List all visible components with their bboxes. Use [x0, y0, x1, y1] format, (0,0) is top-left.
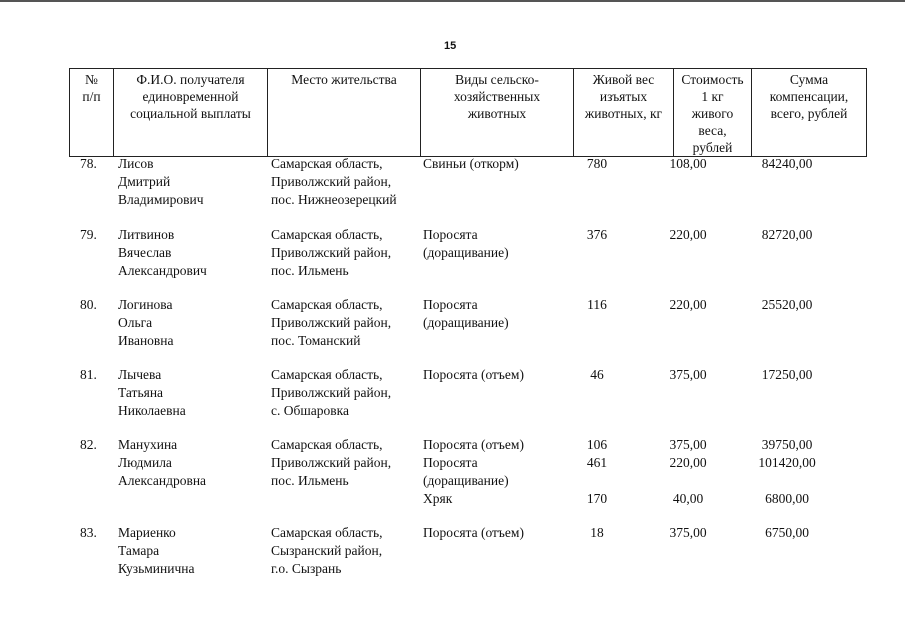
- animal-type-line: Поросята: [423, 227, 478, 242]
- recipient-name-line: Мариенко: [118, 525, 176, 540]
- address-line: Самарская область,: [271, 367, 383, 382]
- recipient-name-line: Лычева: [118, 367, 162, 382]
- recipient-name-line: Ольга: [118, 315, 153, 330]
- header-col-address: [268, 69, 421, 157]
- header-line: п/п: [82, 89, 101, 104]
- header-line: Ф.И.О. получателя: [136, 72, 245, 87]
- address-line: Самарская область,: [271, 525, 383, 540]
- live-weight-value: 106: [586, 437, 608, 452]
- address-line: Самарская область,: [271, 227, 383, 242]
- address-line: пос. Томанский: [271, 333, 361, 348]
- address-line: Сызранский район,: [271, 543, 383, 558]
- header-line: Виды сельско-: [455, 72, 539, 87]
- animal-type-line: Свиньи (откорм): [423, 156, 519, 171]
- price-per-kg-value: 40,00: [672, 491, 704, 506]
- animal-type-line: (доращивание): [423, 315, 509, 330]
- recipient-name-line: Тамара: [118, 543, 160, 558]
- header-col-num: [70, 69, 114, 157]
- row-number: 81.: [80, 367, 97, 382]
- address-line: г.о. Сызрань: [271, 561, 342, 576]
- compensation-sum-value: 25520,00: [761, 297, 813, 312]
- header-line: хозяйственных: [453, 89, 541, 104]
- recipient-name-line: Николаевна: [118, 403, 186, 418]
- compensation-sum-value: 101420,00: [758, 455, 816, 470]
- header-col-name: [114, 69, 268, 157]
- address-line: Приволжский район,: [271, 245, 392, 260]
- live-weight-value: 116: [587, 297, 607, 312]
- recipient-name-line: Кузьминична: [118, 561, 195, 576]
- table-header: [69, 68, 867, 157]
- address-line: Самарская область,: [271, 156, 383, 171]
- header-col-weight: [574, 69, 674, 157]
- live-weight-value: 461: [586, 455, 608, 470]
- compensation-sum-value: 84240,00: [761, 156, 813, 171]
- address-line: Приволжский район,: [271, 174, 392, 189]
- header-line: Сумма: [789, 72, 829, 87]
- recipient-name-line: Лисов: [118, 156, 154, 171]
- recipient-name-line: Логинова: [118, 297, 173, 312]
- header-line: всего, рублей: [770, 106, 848, 121]
- recipient-name-line: Манухина: [118, 437, 178, 452]
- live-weight-value: 18: [590, 525, 604, 540]
- price-per-kg-value: 220,00: [669, 455, 707, 470]
- live-weight-value: 780: [586, 156, 608, 171]
- compensation-sum-value: 17250,00: [761, 367, 813, 382]
- price-per-kg-value: 220,00: [669, 297, 707, 312]
- header-line: единовременной: [142, 89, 239, 104]
- header-line: 1 кг: [701, 89, 724, 104]
- address-line: Приволжский район,: [271, 315, 392, 330]
- recipient-name-line: Людмила: [118, 455, 172, 470]
- header-line: Стоимость: [681, 72, 744, 87]
- header-col-price: [674, 69, 752, 157]
- header-line: изъятых: [599, 89, 648, 104]
- address-line: пос. Ильмень: [271, 263, 349, 278]
- header-line: Место жительства: [291, 72, 397, 87]
- animal-type-line: (доращивание): [423, 473, 509, 488]
- animal-type-line: Поросята (отъем): [423, 525, 524, 540]
- row-number: 80.: [80, 297, 97, 312]
- row-number: 82.: [80, 437, 97, 452]
- header-line: компенсации,: [769, 89, 849, 104]
- address-line: Приволжский район,: [271, 455, 392, 470]
- scan-top-edge: [0, 0, 905, 2]
- recipient-name-line: Александровна: [118, 473, 207, 488]
- header-col-sum: [752, 69, 867, 157]
- animal-type-line: Поросята: [423, 455, 478, 470]
- live-weight-value: 376: [586, 227, 608, 242]
- address-line: с. Обшаровка: [271, 403, 349, 418]
- header-line: социальной выплаты: [130, 106, 251, 121]
- address-line: Приволжский район,: [271, 385, 392, 400]
- price-per-kg-value: 375,00: [669, 437, 707, 452]
- address-line: Самарская область,: [271, 297, 383, 312]
- header-line: животных, кг: [584, 106, 663, 121]
- recipient-name-line: Владимирович: [118, 192, 204, 207]
- page-number: 15: [444, 40, 457, 52]
- address-line: Самарская область,: [271, 437, 383, 452]
- recipient-name-line: Александрович: [118, 263, 207, 278]
- price-per-kg-value: 220,00: [669, 227, 707, 242]
- recipient-name-line: Вячеслав: [118, 245, 172, 260]
- header-line: Живой вес: [592, 72, 655, 87]
- animal-type-line: Поросята (отъем): [423, 437, 524, 452]
- header-line: №: [85, 72, 98, 87]
- address-line: пос. Ильмень: [271, 473, 349, 488]
- header-line: живого: [691, 106, 734, 121]
- header-line: рублей: [692, 140, 733, 155]
- header-line: веса,: [698, 123, 727, 138]
- compensation-sum-value: 6800,00: [765, 491, 809, 506]
- address-line: пос. Нижнеозерецкий: [271, 192, 397, 207]
- price-per-kg-value: 375,00: [669, 367, 707, 382]
- header-line: животных: [467, 106, 527, 121]
- price-per-kg-value: 108,00: [669, 156, 707, 171]
- price-per-kg-value: 375,00: [669, 525, 707, 540]
- live-weight-value: 170: [586, 491, 608, 506]
- header-row: [70, 69, 867, 157]
- recipient-name-line: Литвинов: [118, 227, 175, 242]
- row-number: 79.: [80, 227, 97, 242]
- compensation-sum-value: 6750,00: [765, 525, 809, 540]
- compensation-sum-value: 39750,00: [761, 437, 813, 452]
- recipient-name-line: Ивановна: [118, 333, 174, 348]
- animal-type-line: (доращивание): [423, 245, 509, 260]
- row-number: 78.: [80, 156, 97, 171]
- animal-type-line: Хряк: [423, 491, 453, 506]
- animal-type-line: Поросята (отъем): [423, 367, 524, 382]
- header-col-animal: [421, 69, 574, 157]
- compensation-sum-value: 82720,00: [761, 227, 813, 242]
- animal-type-line: Поросята: [423, 297, 478, 312]
- live-weight-value: 46: [590, 367, 604, 382]
- recipient-name-line: Дмитрий: [118, 174, 171, 189]
- recipient-name-line: Татьяна: [118, 385, 164, 400]
- row-number: 83.: [80, 525, 97, 540]
